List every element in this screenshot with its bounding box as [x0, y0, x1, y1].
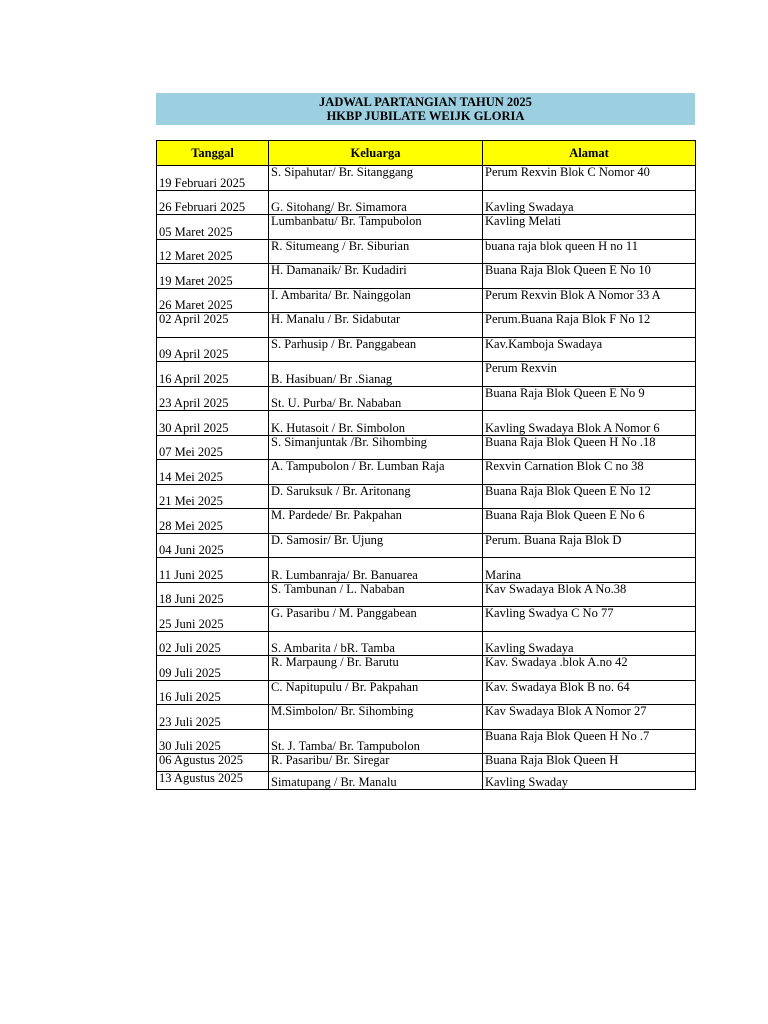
- cell-alamat: Kav Swadaya Blok A Nomor 27: [483, 705, 696, 730]
- table-row: [157, 509, 696, 534]
- table-row: [157, 362, 696, 387]
- cell-tanggal: 16 April 2025: [157, 362, 269, 387]
- table-row: [157, 239, 696, 264]
- cell-tanggal: 11 Juni 2025: [157, 558, 269, 583]
- table-row: [157, 754, 696, 772]
- cell-keluarga: S. Tambunan / L. Nababan: [269, 582, 483, 607]
- table-row: [157, 288, 696, 313]
- cell-tanggal: 26 Maret 2025: [157, 288, 269, 313]
- table-row: [157, 166, 696, 191]
- cell-alamat: Kavling Swadya C No 77: [483, 607, 696, 632]
- cell-tanggal: 09 April 2025: [157, 337, 269, 362]
- cell-keluarga: K. Hutasoit / Br. Simbolon: [269, 411, 483, 436]
- table-row: [157, 411, 696, 436]
- cell-tanggal: 19 Februari 2025: [157, 166, 269, 191]
- cell-tanggal: 04 Juni 2025: [157, 533, 269, 558]
- cell-keluarga: R. Marpaung / Br. Barutu: [269, 656, 483, 681]
- cell-tanggal: 30 April 2025: [157, 411, 269, 436]
- table-row: [157, 386, 696, 411]
- cell-alamat: Kavling Swaday: [483, 772, 696, 790]
- cell-keluarga: R. Lumbanraja/ Br. Banuarea: [269, 558, 483, 583]
- cell-alamat: Buana Raja Blok Queen E No 6: [483, 509, 696, 534]
- table-row: [157, 460, 696, 485]
- header-tanggal: Tanggal: [157, 141, 269, 166]
- table-row: [157, 558, 696, 583]
- table-row: [157, 680, 696, 705]
- cell-alamat: Rexvin Carnation Blok C no 38: [483, 460, 696, 485]
- table-row: [157, 772, 696, 790]
- table-row: [157, 729, 696, 754]
- cell-keluarga: St. U. Purba/ Br. Nababan: [269, 386, 483, 411]
- cell-alamat: Perum Rexvin Blok C Nomor 40: [483, 166, 696, 191]
- cell-keluarga: D. Samosir/ Br. Ujung: [269, 533, 483, 558]
- cell-tanggal: 23 Juli 2025: [157, 705, 269, 730]
- table-row: [157, 607, 696, 632]
- cell-tanggal: 02 Juli 2025: [157, 631, 269, 656]
- cell-alamat: Kav.Kamboja Swadaya: [483, 337, 696, 362]
- cell-alamat: Perum Rexvin: [483, 362, 696, 387]
- table-row: [157, 313, 696, 338]
- cell-tanggal: 06 Agustus 2025: [157, 754, 269, 772]
- cell-alamat: Buana Raja Blok Queen H No .18: [483, 435, 696, 460]
- cell-tanggal: 30 Juli 2025: [157, 729, 269, 754]
- cell-tanggal: 12 Maret 2025: [157, 239, 269, 264]
- table-header-row: [157, 141, 696, 166]
- cell-alamat: Perum Rexvin Blok A Nomor 33 A: [483, 288, 696, 313]
- cell-keluarga: St. J. Tamba/ Br. Tampubolon: [269, 729, 483, 754]
- cell-alamat: Buana Raja Blok Queen H: [483, 754, 696, 772]
- cell-tanggal: 19 Maret 2025: [157, 264, 269, 289]
- cell-alamat: Kavling Swadaya: [483, 190, 696, 215]
- table-row: [157, 337, 696, 362]
- cell-tanggal: 25 Juni 2025: [157, 607, 269, 632]
- cell-keluarga: H. Damanaik/ Br. Kudadiri: [269, 264, 483, 289]
- cell-alamat: Kavling Melati: [483, 215, 696, 240]
- table-row: [157, 190, 696, 215]
- cell-alamat: Buana Raja Blok Queen H No .7: [483, 729, 696, 754]
- title-line-1: JADWAL PARTANGIAN TAHUN 2025: [319, 95, 532, 109]
- cell-alamat: Buana Raja Blok Queen E No 10: [483, 264, 696, 289]
- table-row: [157, 215, 696, 240]
- cell-tanggal: 05 Maret 2025: [157, 215, 269, 240]
- table-row: [157, 264, 696, 289]
- cell-tanggal: 21 Mei 2025: [157, 484, 269, 509]
- cell-keluarga: Simatupang / Br. Manalu: [269, 772, 483, 790]
- table-row: [157, 435, 696, 460]
- cell-tanggal: 23 April 2025: [157, 386, 269, 411]
- header-keluarga: Keluarga: [269, 141, 483, 166]
- cell-tanggal: 16 Juli 2025: [157, 680, 269, 705]
- table-row: [157, 484, 696, 509]
- cell-alamat: Perum. Buana Raja Blok D: [483, 533, 696, 558]
- cell-keluarga: R. Situmeang / Br. Siburian: [269, 239, 483, 264]
- cell-tanggal: 18 Juni 2025: [157, 582, 269, 607]
- cell-keluarga: G. Pasaribu / M. Panggabean: [269, 607, 483, 632]
- cell-alamat: Buana Raja Blok Queen E No 12: [483, 484, 696, 509]
- cell-keluarga: S. Simanjuntak /Br. Sihombing: [269, 435, 483, 460]
- title-line-2: HKBP JUBILATE WEIJK GLORIA: [326, 109, 525, 123]
- schedule-body: [157, 166, 696, 790]
- table-row: [157, 533, 696, 558]
- cell-keluarga: S. Sipahutar/ Br. Sitanggang: [269, 166, 483, 191]
- cell-keluarga: B. Hasibuan/ Br .Sianag: [269, 362, 483, 387]
- table-row: [157, 705, 696, 730]
- cell-keluarga: G. Sitohang/ Br. Simamora: [269, 190, 483, 215]
- cell-alamat: Buana Raja Blok Queen E No 9: [483, 386, 696, 411]
- cell-keluarga: S. Ambarita / bR. Tamba: [269, 631, 483, 656]
- cell-alamat: buana raja blok queen H no 11: [483, 239, 696, 264]
- cell-keluarga: H. Manalu / Br. Sidabutar: [269, 313, 483, 338]
- cell-alamat: Perum.Buana Raja Blok F No 12: [483, 313, 696, 338]
- cell-keluarga: I. Ambarita/ Br. Nainggolan: [269, 288, 483, 313]
- document-title: [156, 93, 695, 125]
- cell-keluarga: Lumbanbatu/ Br. Tampubolon: [269, 215, 483, 240]
- cell-alamat: Kav Swadaya Blok A No.38: [483, 582, 696, 607]
- cell-keluarga: C. Napitupulu / Br. Pakpahan: [269, 680, 483, 705]
- cell-keluarga: M. Pardede/ Br. Pakpahan: [269, 509, 483, 534]
- cell-alamat: Kavling Swadaya Blok A Nomor 6: [483, 411, 696, 436]
- cell-keluarga: R. Pasaribu/ Br. Siregar: [269, 754, 483, 772]
- table-row: [157, 656, 696, 681]
- table-row: [157, 582, 696, 607]
- header-alamat: Alamat: [483, 141, 696, 166]
- cell-keluarga: D. Saruksuk / Br. Aritonang: [269, 484, 483, 509]
- cell-keluarga: A. Tampubolon / Br. Lumban Raja: [269, 460, 483, 485]
- cell-alamat: Kavling Swadaya: [483, 631, 696, 656]
- cell-tanggal: 07 Mei 2025: [157, 435, 269, 460]
- cell-keluarga: M.Simbolon/ Br. Sihombing: [269, 705, 483, 730]
- cell-alamat: Kav. Swadaya Blok B no. 64: [483, 680, 696, 705]
- cell-tanggal: 02 April 2025: [157, 313, 269, 338]
- table-row: [157, 631, 696, 656]
- schedule-table: [156, 140, 696, 790]
- cell-tanggal: 26 Februari 2025: [157, 190, 269, 215]
- cell-tanggal: 14 Mei 2025: [157, 460, 269, 485]
- cell-alamat: Kav. Swadaya .blok A.no 42: [483, 656, 696, 681]
- cell-keluarga: S. Parhusip / Br. Panggabean: [269, 337, 483, 362]
- cell-tanggal: 09 Juli 2025: [157, 656, 269, 681]
- cell-alamat: Marina: [483, 558, 696, 583]
- cell-tanggal: 13 Agustus 2025: [157, 772, 269, 790]
- cell-tanggal: 28 Mei 2025: [157, 509, 269, 534]
